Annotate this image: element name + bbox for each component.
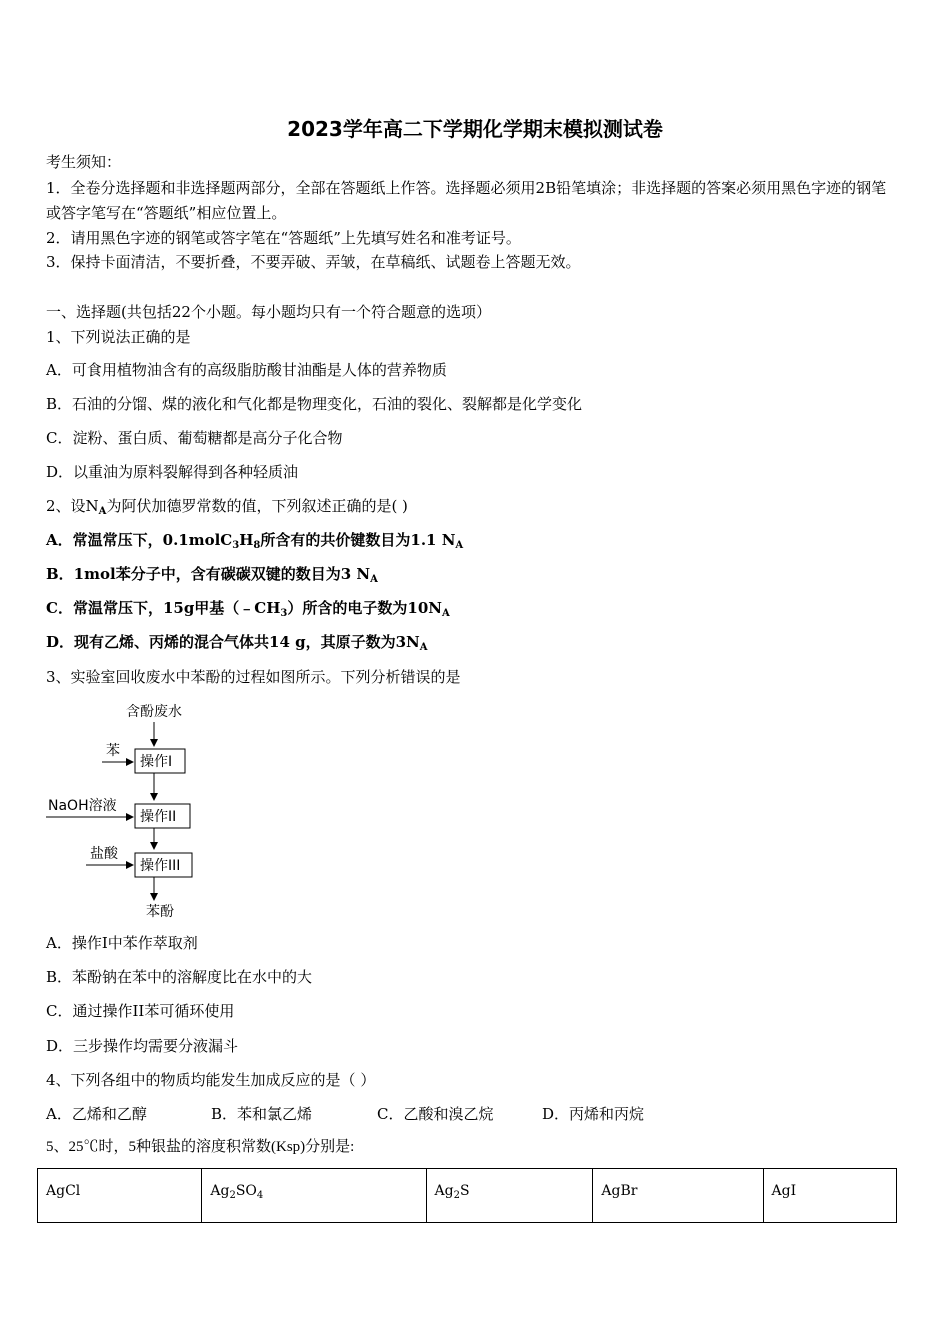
phenol-recovery-flowchart [40, 700, 240, 925]
flow-op-2: 操作II [140, 809, 177, 825]
question-4-option-a: A．乙烯和乙醇 [46, 1105, 147, 1123]
page-title: 2023学年高二下学期化学期末模拟测试卷 [287, 117, 663, 141]
question-3-option-a: A．操作I中苯作萃取剂 [46, 934, 198, 952]
question-1-option-a: A．可食用植物油含有的高级脂肪酸甘油酯是人体的营养物质 [46, 361, 447, 379]
question-2-option-a: A．常温常压下，$0.1molC_3H_8$所含有的共价键数目为1.1 $N_A$ [46, 531, 464, 551]
question-2-option-d: D．现有乙烯、丙烯的混合气体共14 g，其原子数为$3N_A$ [46, 633, 428, 653]
table-cell-agi: AgI [763, 1169, 896, 1223]
flow-op-1: 操作I [140, 754, 173, 770]
table-cell-agbr: AgBr [593, 1169, 763, 1223]
question-1-option-b: B．石油的分馏、煤的液化和气化都是物理变化，石油的裂化、裂解都是化学变化 [46, 395, 583, 413]
table-cell-agcl: AgCl [38, 1169, 202, 1223]
flow-input-3: 盐酸 [90, 846, 118, 862]
ksp-table [37, 1168, 897, 1223]
flow-top-label: 含酚废水 [126, 704, 182, 720]
question-2-option-b: B．1mol苯分子中，含有碳碳双键的数目为3 $N_A$ [46, 565, 378, 585]
question-4-option-c: C．乙酸和溴乙烷 [377, 1105, 494, 1123]
notice-item-3: 3．保持卡面清洁，不要折叠，不要弄破、弄皱，在草稿纸、试题卷上答题无效。 [46, 253, 581, 271]
question-3-option-d: D．三步操作均需要分液漏斗 [46, 1037, 239, 1055]
question-5-stem: 5、25℃时，5种银盐的溶度积常数(Ksp)分别是: [46, 1139, 355, 1155]
question-2-option-c: C．常温常压下，15g甲基$(﹣CH_3)$所含的电子数为$10N_A$ [46, 599, 450, 619]
table-cell-ag2s: $Ag_2S$ [426, 1169, 593, 1223]
flow-op-3: 操作III [140, 858, 181, 874]
question-3-option-b: B．苯酚钠在苯中的溶解度比在水中的大 [46, 968, 313, 986]
question-2-stem: 2、设$N_A$为阿伏加德罗常数的值，下列叙述正确的是( ) [46, 497, 408, 517]
flow-input-1: 苯 [106, 743, 120, 759]
flow-input-2: NaOH溶液 [48, 798, 117, 814]
table-cell-ag2so4: $Ag_2SO_4$ [202, 1169, 426, 1223]
question-3-stem: 3、实验室回收废水中苯酚的过程如图所示。下列分析错误的是 [46, 668, 461, 686]
question-1-option-c: C．淀粉、蛋白质、葡萄糖都是高分子化合物 [46, 429, 343, 447]
question-4-option-b: B．苯和氯乙烯 [211, 1105, 313, 1123]
notice-item-1: 1．全卷分选择题和非选择题两部分，全部在答题纸上作答。选择题必须用2B铅笔填涂；非选择题的答案必须用黑色字迹的钢笔或答字笔写在“答题纸”相应位置上。 [46, 179, 887, 222]
question-4-stem: 4、下列各组中的物质均能发生加成反应的是（ ） [46, 1071, 376, 1089]
question-1-stem: 1、下列说法正确的是 [46, 328, 191, 346]
section-heading: 一、选择题(共包括22个小题。每小题均只有一个符合题意的选项） [46, 303, 491, 321]
question-3-option-c: C．通过操作II苯可循环使用 [46, 1002, 235, 1020]
notice-item-2: 2．请用黑色字迹的钢笔或答字笔在“答题纸”上先填写姓名和准考证号。 [46, 229, 521, 247]
table-row [38, 1169, 897, 1223]
notice-heading: 考生须知： [46, 153, 122, 171]
question-1-option-d: D．以重油为原料裂解得到各种轻质油 [46, 463, 299, 481]
flow-bottom-label: 苯酚 [146, 904, 174, 920]
question-4-option-d: D．丙烯和丙烷 [542, 1105, 645, 1123]
